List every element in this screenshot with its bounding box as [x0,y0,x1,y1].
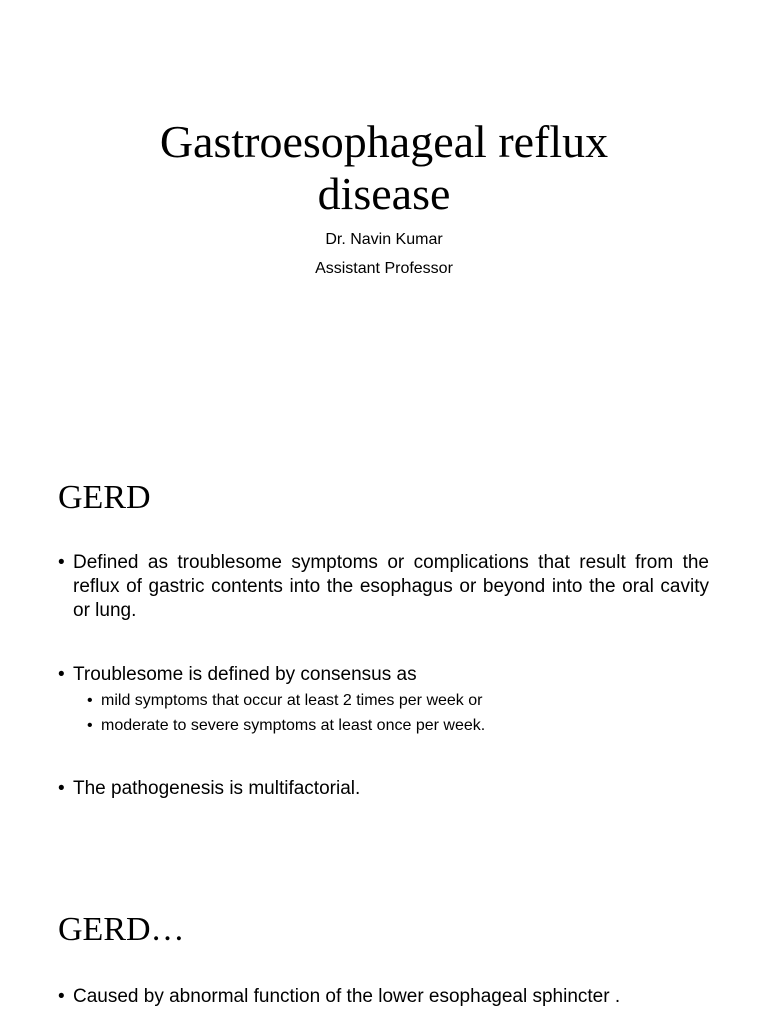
gerd-slide [0,432,768,864]
subbullet-text: moderate to severe symptoms at least once per week. [101,717,486,734]
bullet-definition [58,551,709,623]
subbullet-text: mild symptoms that occur at least 2 times per week or [101,692,483,709]
bullet-pathogenesis [58,777,709,801]
bullet-icon: • [58,778,65,799]
bullet-icon: • [58,664,65,685]
gerd-continued-slide [0,864,768,1024]
bullet-icon: • [58,552,65,573]
bullet-text: Defined as troublesome symptoms or complications that result from the reflux of gastric contents into the esophagus or beyond into the oral cavity or lung. [73,552,709,621]
bullet-icon: • [58,986,65,1007]
bullet-cause [58,985,709,1009]
subbullet-mild [87,691,707,711]
author-role: Assistant Professor [315,260,453,277]
slide-title [0,116,768,220]
slide-heading: GERD… [58,911,185,948]
title-slide [0,0,768,432]
bullet-text: The pathogenesis is multifactorial. [73,778,361,799]
bullet-text: Troublesome is defined by consensus as [73,664,417,685]
subbullet-moderate [87,716,707,736]
slide-heading: GERD [58,479,151,516]
bullet-icon: • [87,717,93,734]
title-line-1: Gastroesophageal reflux [159,116,609,167]
bullet-troublesome [58,663,709,687]
title-line-2: disease [317,168,451,219]
author-name: Dr. Navin Kumar [325,231,443,248]
bullet-icon: • [87,692,93,709]
bullet-text: Caused by abnormal function of the lower esophageal sphincter . [73,986,621,1007]
